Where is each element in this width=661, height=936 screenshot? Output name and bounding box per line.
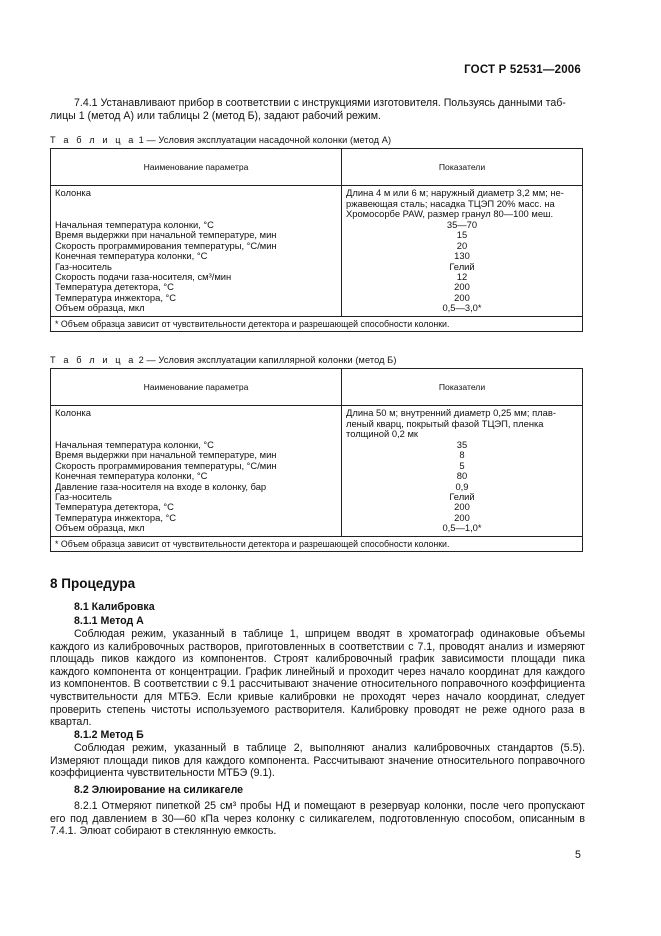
param-name: Температура детектора, °С (55, 501, 174, 513)
table1-header-value: Показатели (342, 149, 583, 186)
paragraph-8-1-2: Соблюдая режим, указанный в таблице 2, выполняют анализ калибровочных стандартов (5.5). Измеряют площади пиков для каждого компонента. Рассчитывают значение относительного поправочного коэффициента чувствительности МТБЭ (9.1). (50, 742, 585, 780)
param-value: 130 (454, 250, 470, 262)
table2 (50, 368, 583, 552)
param-name: Газ-носитель (55, 490, 112, 502)
param-value: 200 (454, 291, 470, 303)
param-name: Колонка (55, 407, 91, 418)
intro-line-2: лицы 1 (метод А) или таблицы 2 (метод Б), задают рабочий режим. (50, 110, 381, 122)
param-value: 200 (454, 501, 470, 513)
table1 (50, 148, 583, 332)
param-value: Гелий (449, 260, 475, 272)
param-name: Объем образца, мкл (55, 522, 145, 534)
param-value: 80 (456, 470, 468, 482)
paragraph-8-1-1: Соблюдая режим, указанный в таблице 1, шприцем вводят в хроматограф одинаковые объемы каждого из калибровочных растворов, приготовленных в соответствии с 7.1, проводят анализ и измеряют площадь пиков каждого из компонентов. Строят калибровочный график зависимости площади пика каждого компонента от концентрации. График линейный и проходит через начало координат для каждого из компонентов. В соответствии с 9.1 рассчитывают значение относительного поправочного коэффициента чувствительности для МТБЭ. Если кривые калибровки не проходят через начало координат, следует проверить степень чистоты используемого растворителя. Калибровку проводят не реже одного раза в квартал. (50, 628, 585, 729)
table2-header-value: Показатели (342, 369, 583, 406)
table2-names (51, 406, 342, 537)
param-value: 12 (456, 270, 468, 282)
param-value: 15 (456, 229, 468, 241)
param-name: Скорость программирования температуры, °С/мин (55, 459, 277, 471)
param-name: Объем образца, мкл (55, 302, 145, 314)
param-value: 0,9 (455, 480, 469, 492)
table2-header-name: Наименование параметра (51, 369, 342, 406)
param-value: 8 (459, 449, 465, 461)
table2-caption: Т а б л и ц а 2 — Условия эксплуатации капиллярной колонки (метод Б) (50, 355, 397, 365)
param-name: Скорость подачи газа-носителя, см³/мин (55, 270, 232, 282)
intro-line-1: 7.4.1 Устанавливают прибор в соответствии с инструкциями изготовителя. Пользуясь данными таб- (74, 97, 566, 109)
param-value: 0,5—3,0* (442, 302, 482, 314)
param-name: Температура инжектора, °С (55, 511, 177, 523)
param-name: Колонка (55, 187, 91, 198)
section-8-title: 8 Процедура (50, 576, 136, 591)
param-value: Длина 50 м; внутренний диаметр 0,25 мм; плав- леный кварц, покрытый фазой ТЦЭП, пленка толщиной 0,2 мк (346, 407, 556, 440)
standard-designation: ГОСТ Р 52531—2006 (464, 64, 581, 76)
param-value: 200 (454, 511, 470, 523)
param-value: Длина 4 м или 6 м; наружный диаметр 3,2 мм; не- ржавеющая сталь; насадка ТЦЭП 20% масс. на Хромосорбе PAW, размер гранул 80—100 меш. (346, 187, 564, 220)
table2-footnote: * Объем образца зависит от чувствительности детектора и разрешающей способности колонки. (51, 536, 583, 552)
table1-names (51, 186, 342, 317)
param-value: 35—70 (446, 219, 478, 230)
param-value: Гелий (449, 490, 475, 502)
param-name: Газ-носитель (55, 260, 112, 272)
section-8-1-2-title: 8.1.2 Метод Б (74, 729, 144, 741)
table2-values (342, 406, 583, 537)
table1-header-name: Наименование параметра (51, 149, 342, 186)
param-name: Конечная температура колонки, °С (55, 250, 208, 262)
param-name: Давление газа-носителя на входе в колонку, бар (55, 480, 267, 492)
section-8-1-title: 8.1 Калибровка (74, 601, 155, 613)
table1-caption: Т а б л и ц а 1 — Условия эксплуатации насадочной колонки (метод А) (50, 135, 392, 145)
param-value: 5 (459, 459, 465, 471)
section-8-1-1-title: 8.1.1 Метод А (74, 615, 144, 627)
table1-footnote: * Объем образца зависит от чувствительности детектора и разрешающей способности колонки. (51, 316, 583, 332)
param-name: Время выдержки при начальной температуре, мин (55, 449, 277, 461)
param-name: Время выдержки при начальной температуре, мин (55, 229, 277, 241)
page-number: 5 (575, 849, 581, 861)
section-8-2-title: 8.2 Элюирование на силикагеле (74, 784, 244, 796)
param-name: Начальная температура колонки, °С (55, 219, 214, 230)
param-value: 200 (454, 281, 470, 293)
param-name: Начальная температура колонки, °С (55, 439, 214, 450)
param-value: 20 (456, 239, 468, 251)
param-name: Скорость программирования температуры, °С/мин (55, 239, 277, 251)
param-name: Конечная температура колонки, °С (55, 470, 208, 482)
param-value: 0,5—1,0* (442, 522, 482, 534)
param-value: 35 (456, 439, 468, 450)
param-name: Температура детектора, °С (55, 281, 174, 293)
paragraph-8-2-1: 8.2.1 Отмеряют пипеткой 25 см³ пробы НД и помещают в резервуар колонки, после чего пропускают его под давлением в 30—60 кПа через колонку с силикагелем, подготовленную способом, описанным в 7.4.1. Элюат собирают в стеклянную емкость. (50, 800, 585, 838)
table1-values (342, 186, 583, 317)
param-name: Температура инжектора, °С (55, 291, 177, 303)
